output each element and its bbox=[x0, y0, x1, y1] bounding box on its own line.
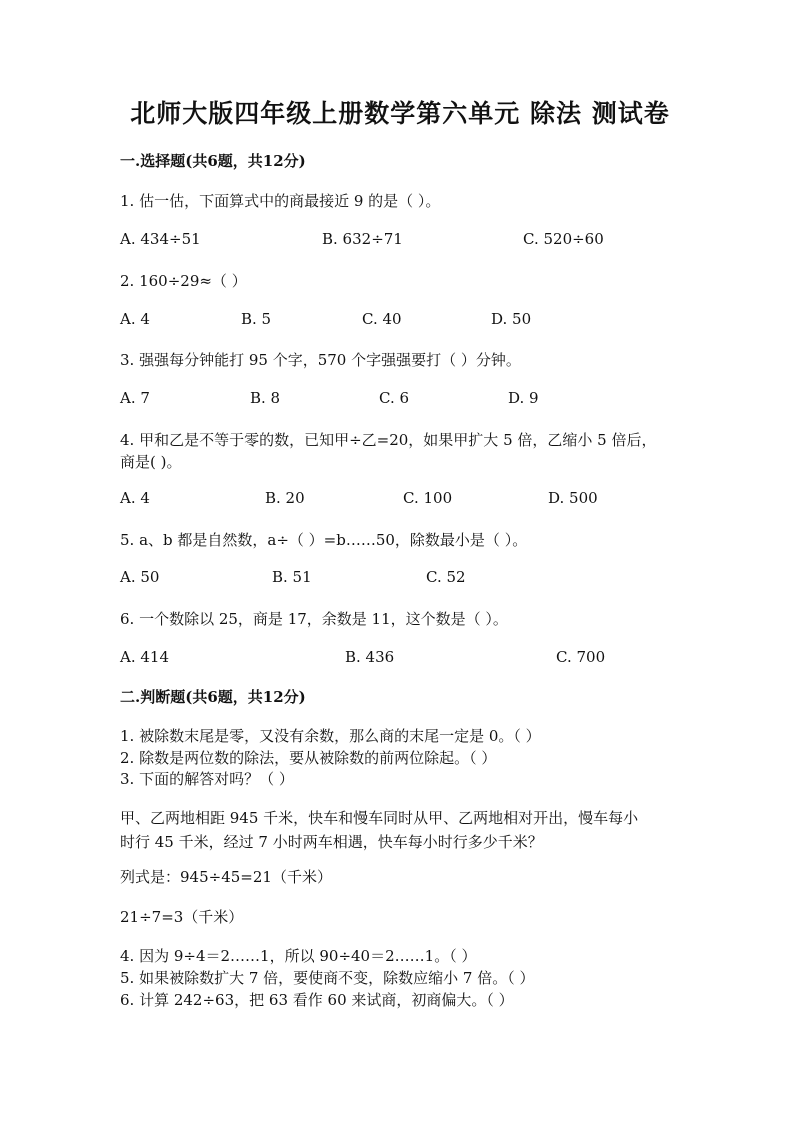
q6-option-b: B. 436 bbox=[345, 648, 395, 666]
question-2: 2. 160÷29≈（ ） bbox=[120, 272, 247, 290]
question-4: 4. 甲和乙是不等于零的数，已知甲÷乙=20，如果甲扩大 5 倍，乙缩小 5 倍后， bbox=[120, 431, 657, 449]
q3-option-d: D. 9 bbox=[508, 389, 539, 407]
q3-option-b: B. 8 bbox=[250, 389, 281, 407]
judgment-3-problem-line-1: 甲、乙两地相距 945 千米，快车和慢车同时从甲、乙两地相对开出，慢车每小 bbox=[120, 809, 639, 827]
judgment-5: 5. 如果被除数扩大 7 倍，要使商不变，除数应缩小 7 倍。（ ） bbox=[120, 969, 535, 987]
q5-option-c: C. 52 bbox=[426, 568, 466, 586]
q2-option-d: D. 50 bbox=[491, 310, 532, 328]
judgment-3-equation-1: 列式是：945÷45=21（千米） bbox=[120, 868, 332, 886]
q2-option-b: B. 5 bbox=[241, 310, 272, 328]
q1-option-b: B. 632÷71 bbox=[322, 230, 403, 248]
page-title: 北师大版四年级上册数学第六单元 除法 测试卷 bbox=[130, 99, 670, 128]
question-5: 5. a、b 都是自然数，a÷（ ）=b……50，除数最小是（ ）。 bbox=[120, 531, 528, 549]
q6-option-a: A. 414 bbox=[120, 648, 169, 666]
question-3: 3. 强强每分钟能打 95 个字，570 个字强强要打（ ）分钟。 bbox=[120, 351, 521, 369]
q4-option-c: C. 100 bbox=[403, 489, 453, 507]
judgment-3-problem-line-2: 时行 45 千米，经过 7 小时两车相遇，快车每小时行多少千米？ bbox=[120, 833, 543, 851]
section-heading-choice: 一.选择题(共6题，共12分) bbox=[120, 152, 306, 170]
q3-option-a: A. 7 bbox=[120, 389, 150, 407]
q3-option-c: C. 6 bbox=[379, 389, 410, 407]
judgment-3-equation-2: 21÷7=3（千米） bbox=[120, 908, 244, 926]
judgment-2: 2. 除数是两位数的除法，要从被除数的前两位除起。（ ） bbox=[120, 749, 497, 767]
section-heading-judgment: 二.判断题(共6题，共12分) bbox=[120, 688, 306, 706]
q4-option-a: A. 4 bbox=[120, 489, 150, 507]
judgment-4: 4. 因为 9÷4＝2……1，所以 90÷40＝2……1。（ ） bbox=[120, 947, 477, 965]
q6-option-c: C. 700 bbox=[556, 648, 606, 666]
q4-option-d: D. 500 bbox=[548, 489, 598, 507]
q2-option-c: C. 40 bbox=[362, 310, 402, 328]
q2-option-a: A. 4 bbox=[120, 310, 150, 328]
q5-option-a: A. 50 bbox=[120, 568, 160, 586]
q5-option-b: B. 51 bbox=[272, 568, 312, 586]
judgment-3: 3. 下面的解答对吗？（ ） bbox=[120, 770, 294, 788]
q1-option-c: C. 520÷60 bbox=[523, 230, 604, 248]
judgment-1: 1. 被除数末尾是零，又没有余数，那么商的末尾一定是 0。（ ） bbox=[120, 727, 541, 745]
question-1: 1. 估一估，下面算式中的商最接近 9 的是（ ）。 bbox=[120, 192, 441, 210]
question-4-continued: 商是( )。 bbox=[120, 453, 182, 471]
judgment-6: 6. 计算 242÷63，把 63 看作 60 来试商，初商偏大。（ ） bbox=[120, 991, 514, 1009]
q1-option-a: A. 434÷51 bbox=[120, 230, 201, 248]
q4-option-b: B. 20 bbox=[265, 489, 305, 507]
question-6: 6. 一个数除以 25，商是 17，余数是 11，这个数是（ ）。 bbox=[120, 610, 508, 628]
